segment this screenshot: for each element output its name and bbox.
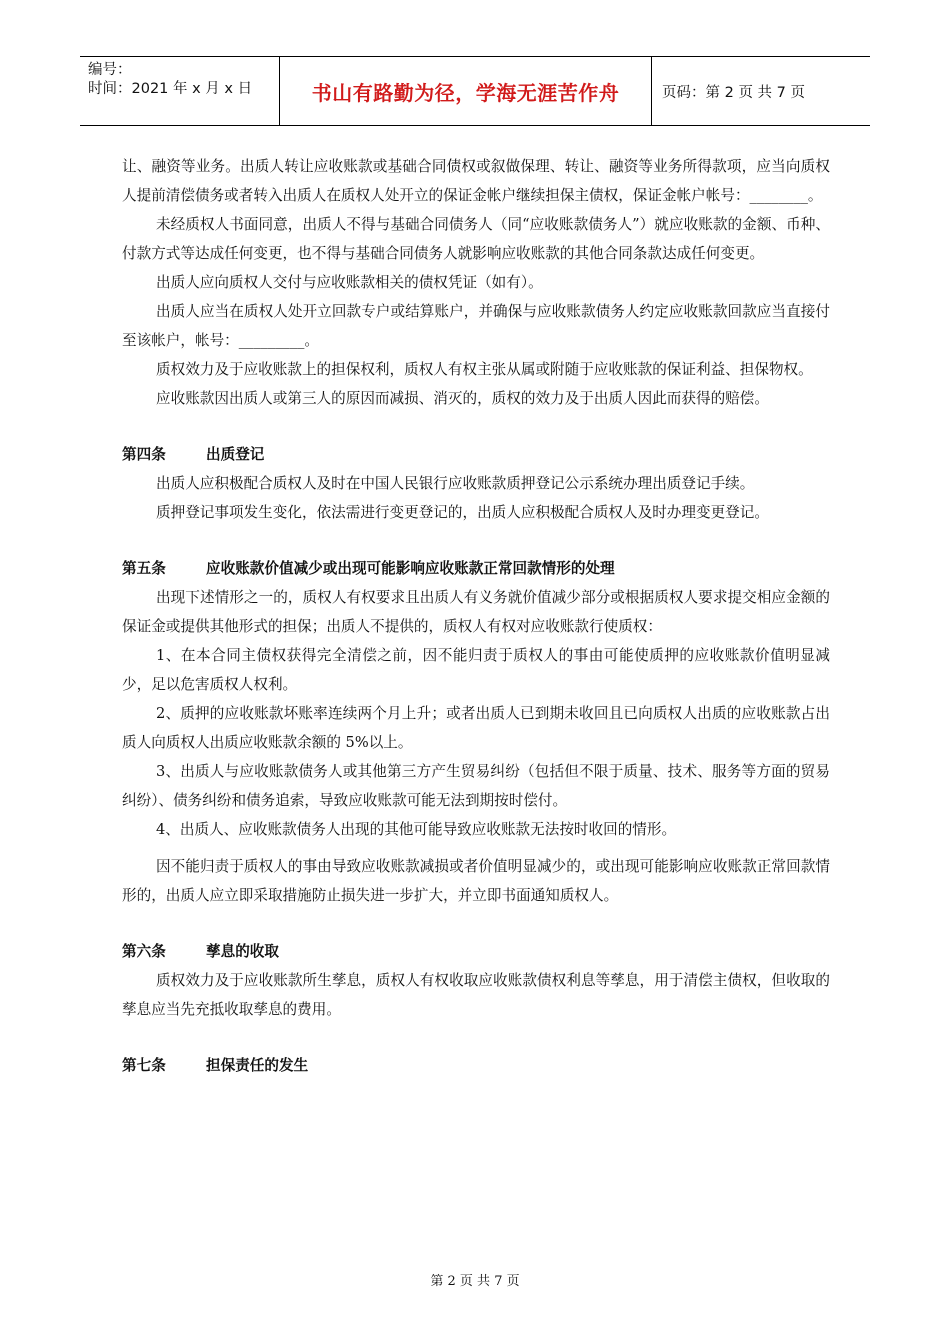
header-page-number: 页码：第 2 页 共 7 页 — [662, 84, 805, 101]
body-paragraph: 因不能归责于质权人的事由导致应收账款减损或者价值明显减少的，或出现可能影响应收账款正常回款情形的，出质人应立即采取措施防止损失进一步扩大，并立即书面通知质权人。 — [122, 858, 830, 904]
document-date-label: 时间：2021 年 x 月 x 日 — [88, 81, 253, 97]
document-body — [122, 152, 830, 1080]
article-number: 第四条 — [122, 446, 166, 463]
article-number: 第七条 — [122, 1057, 166, 1074]
article-7-heading — [122, 1051, 830, 1080]
body-paragraph: 应收账款因出质人或第三人的原因而减损、消灭的，质权的效力及于出质人因此而获得的赔偿。 — [156, 390, 769, 407]
article-number: 第六条 — [122, 943, 166, 960]
body-paragraph: 出质人应当在质权人处开立回款专户或结算账户，并确保与应收账款债务人约定应收账款回款应当直接付至该帐户，帐号：_________。 — [122, 303, 830, 349]
body-paragraph: 出现下述情形之一的，质权人有权要求且出质人有义务就价值减少部分或根据质权人要求提交相应金额的保证金或提供其他形式的担保；出质人不提供的，质权人有权对应收账款行使质权： — [122, 589, 830, 635]
body-paragraph: 出质人应向质权人交付与应收账款相关的债权凭证（如有）。 — [156, 274, 543, 291]
body-paragraph: 质权效力及于应收账款上的担保权利，质权人有权主张从属或附随于应收账款的保证利益、担保物权。 — [156, 361, 813, 378]
page-header — [80, 56, 870, 126]
article-title: 担保责任的发生 — [206, 1057, 309, 1074]
article-title: 应收账款价值减少或出现可能影响应收账款正常回款情形的处理 — [206, 560, 615, 577]
header-motto: 书山有路勤为径，学海无涯苦作舟 — [280, 57, 652, 125]
list-item: 3、出质人与应收账款债务人或其他第三方产生贸易纠纷（包括但不限于质量、技术、服务等方面的贸易纠纷）、债务纠纷和债务追索，导致应收账款可能无法到期按时偿付。 — [122, 763, 830, 809]
article-title: 孳息的收取 — [206, 943, 279, 960]
body-paragraph: 让、融资等业务。出质人转让应收账款或基础合同债权或叙做保理、转让、融资等业务所得款项，应当向质权人提前清偿债务或者转入出质人在质权人处开立的保证金帐户继续担保主债权，保证金帐户帐号：________。 — [122, 158, 830, 204]
page-footer: 第 2 页 共 7 页 — [430, 1274, 520, 1289]
list-item: 1、在本合同主债权获得完全清偿之前，因不能归责于质权人的事由可能使质押的应收账款价值明显减少，足以危害质权人权利。 — [122, 647, 830, 693]
document-number-label: 编号： — [88, 62, 132, 78]
article-4-heading — [122, 440, 830, 469]
article-6-heading — [122, 937, 830, 966]
header-meta — [80, 57, 280, 125]
body-paragraph: 未经质权人书面同意，出质人不得与基础合同债务人（同“应收账款债务人”）就应收账款的金额、币种、付款方式等达成任何变更，也不得与基础合同债务人就影响应收账款的其他合同条款达成任何变更。 — [122, 216, 830, 262]
list-item: 4、出质人、应收账款债务人出现的其他可能导致应收账款无法按时收回的情形。 — [156, 821, 677, 838]
body-paragraph: 质权效力及于应收账款所生孳息，质权人有权收取应收账款债权利息等孳息，用于清偿主债权，但收取的孳息应当先充抵收取孳息的费用。 — [122, 972, 830, 1018]
article-5-heading — [122, 554, 830, 583]
article-number: 第五条 — [122, 560, 166, 577]
body-paragraph: 质押登记事项发生变化，依法需进行变更登记的，出质人应积极配合质权人及时办理变更登记。 — [156, 504, 769, 521]
list-item: 2、质押的应收账款坏账率连续两个月上升；或者出质人已到期未收回且已向质权人出质的应收账款占出质人向质权人出质应收账款余额的 5%以上。 — [122, 705, 830, 751]
article-title: 出质登记 — [206, 446, 265, 463]
body-paragraph: 出质人应积极配合质权人及时在中国人民银行应收账款质押登记公示系统办理出质登记手续。 — [156, 475, 755, 492]
